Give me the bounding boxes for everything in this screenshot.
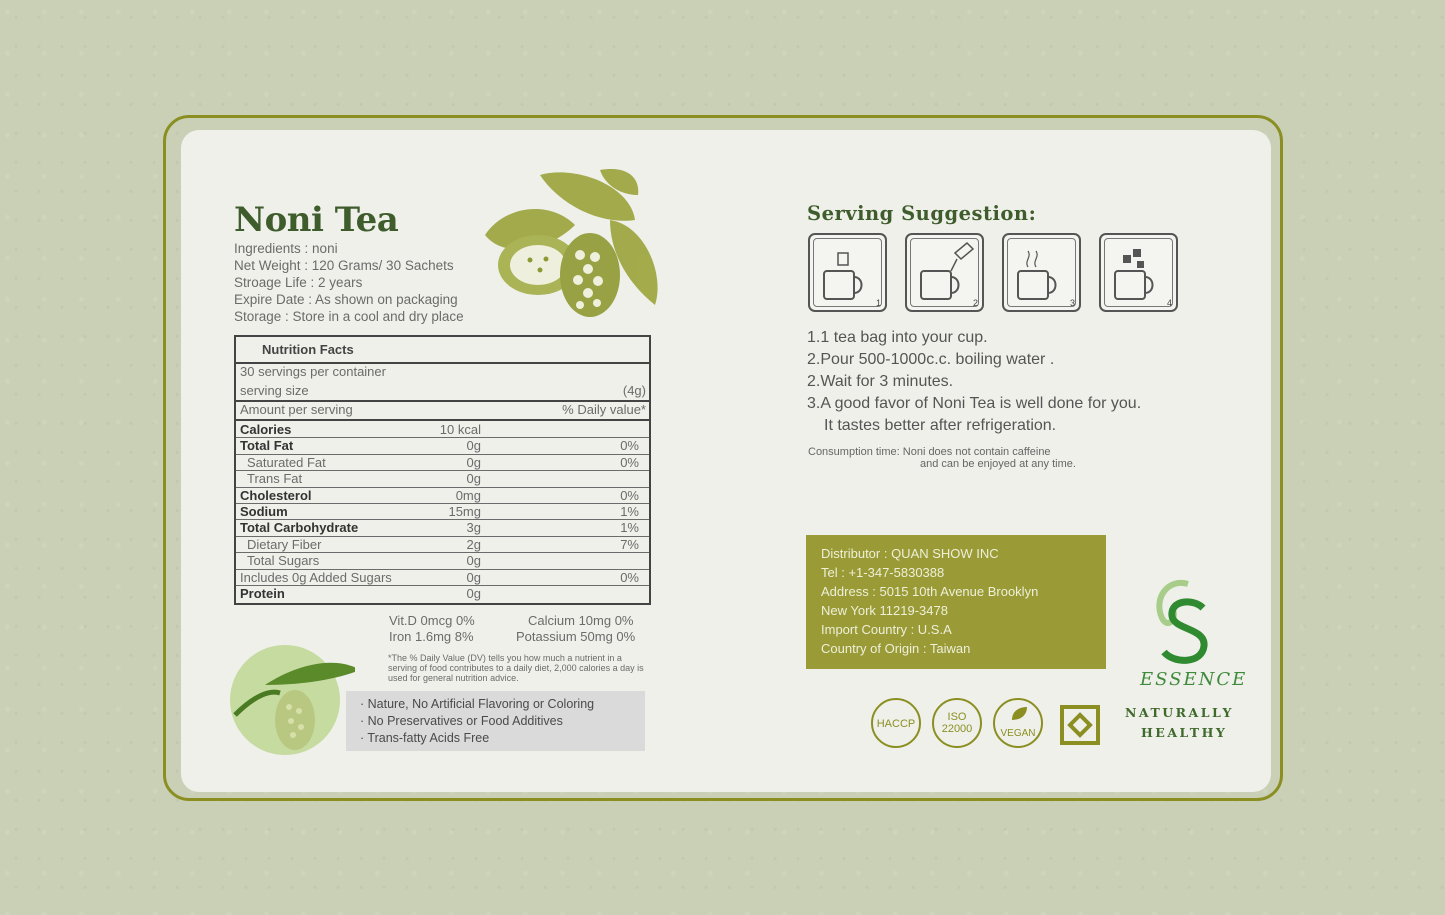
haccp-badge xyxy=(871,698,921,748)
nutrient-amount: 15mg xyxy=(448,504,481,519)
nutrient-name: Total Sugars xyxy=(247,553,320,569)
distributor-box xyxy=(806,535,1106,669)
nutrient-daily-value: 7% xyxy=(620,536,639,552)
serving-title: Serving Suggestion: xyxy=(807,202,1037,225)
servings-label: 30 servings per container xyxy=(240,364,386,379)
brand-name: ESSENCE xyxy=(1140,669,1248,690)
serving-size-value: (4g) xyxy=(622,383,646,398)
distributor-line: Country of Origin : Taiwan xyxy=(821,641,971,656)
step-text: 2.Pour 500-1000c.c. boiling water . xyxy=(807,351,1055,368)
step-1-icon xyxy=(808,233,887,312)
haccp-label: HACCP xyxy=(876,718,916,730)
nutrient-daily-value: 0% xyxy=(620,454,639,470)
amount-per-serving-label: Amount per serving xyxy=(240,402,353,417)
essence-logo-icon xyxy=(1148,578,1218,668)
nutrient-name: Dietary Fiber xyxy=(247,536,322,552)
nutrient-daily-value: 1% xyxy=(620,520,639,536)
leaf-icon xyxy=(1009,706,1029,722)
info-storage: Storage : Store in a cool and dry place xyxy=(234,309,464,324)
divider xyxy=(236,419,649,421)
noni-plant-illustration xyxy=(480,165,665,325)
serving-size-label: serving size xyxy=(240,383,309,398)
nutrient-name: Saturated Fat xyxy=(247,454,326,470)
nutrient-amount: 0g xyxy=(466,454,481,470)
row-divider xyxy=(236,585,649,586)
nutrient-amount: 10 kcal xyxy=(439,422,481,437)
step-text: 1.1 tea bag into your cup. xyxy=(807,329,988,346)
step-number: 2 xyxy=(972,298,978,308)
step-number: 3 xyxy=(1069,298,1075,308)
brand-tagline-1: NATURALLY xyxy=(1125,705,1234,720)
nutrient-name: Total Fat xyxy=(240,438,294,454)
potassium: Potassium 50mg 0% xyxy=(516,629,636,644)
nutrient-daily-value: 0% xyxy=(620,438,639,454)
nutrient-amount: 0g xyxy=(466,471,481,487)
product-title: Noni Tea xyxy=(234,200,399,240)
info-expire-date: Expire Date : As shown on packaging xyxy=(234,292,458,307)
nutrient-name: Total Carbohydrate xyxy=(240,520,359,536)
consumption-time-line1: Consumption time: Noni does not contain caffeine xyxy=(808,446,1051,458)
nutrient-daily-value: 1% xyxy=(620,504,639,519)
brand-tagline-2: HEALTHY xyxy=(1141,725,1228,740)
product-info xyxy=(234,240,464,325)
nutrition-header-label: Nutrition Facts xyxy=(262,342,354,357)
iso-22000-badge xyxy=(932,698,982,748)
feature-item: · Nature, No Artificial Flavoring or Coloring xyxy=(360,697,595,711)
noni-fruit-photo xyxy=(225,645,355,755)
nutrient-daily-value: 0% xyxy=(620,569,639,585)
daily-value-footnote: *The % Daily Value (DV) tells you how much a nutrient in a serving of food contributes to a daily diet, 2,000 calories a day is used for general nutrition advice. xyxy=(388,653,644,683)
iron: Iron 1.6mg 8% xyxy=(389,629,474,644)
vegan-badge xyxy=(993,698,1043,748)
recycle-icon xyxy=(1060,705,1100,745)
features-box xyxy=(346,691,645,751)
row-divider xyxy=(236,437,649,438)
distributor-line: Address : 5015 10th Avenue Brooklyn xyxy=(821,584,1039,599)
nutrient-amount: 3g xyxy=(466,520,481,536)
nutrition-header xyxy=(236,337,649,364)
nutrient-name: Cholesterol xyxy=(240,487,312,503)
vitamin-d: Vit.D 0mcg 0% xyxy=(389,613,475,628)
step-3-icon xyxy=(1002,233,1081,312)
info-ingredients: Ingredients : noni xyxy=(234,241,338,256)
consumption-time-line2: and can be enjoyed at any time. xyxy=(920,458,1076,470)
nutrient-name: Calories xyxy=(240,422,292,437)
nutrition-facts-table xyxy=(234,335,651,605)
step-text: 2.Wait for 3 minutes. xyxy=(807,373,954,390)
nutrient-amount: 2g xyxy=(466,536,481,552)
nutrient-name: Protein xyxy=(240,586,285,601)
nutrient-amount: 0g xyxy=(466,586,481,601)
nutrient-name: Includes 0g Added Sugars xyxy=(240,569,392,585)
daily-value-label: % Daily value* xyxy=(562,402,646,417)
step-text: It tastes better after refrigeration. xyxy=(824,417,1057,434)
nutrient-amount: 0g xyxy=(466,553,481,569)
nutrient-amount: 0mg xyxy=(455,487,481,503)
nutrient-daily-value: 0% xyxy=(620,487,639,503)
feature-item: · No Preservatives or Food Additives xyxy=(360,714,563,728)
step-text: 3.A good favor of Noni Tea is well done for you. xyxy=(807,395,1142,412)
info-storage-life: Stroage Life : 2 years xyxy=(234,275,363,290)
step-number: 1 xyxy=(875,298,881,308)
nutrient-name: Trans Fat xyxy=(247,471,303,487)
nutrient-name: Sodium xyxy=(240,504,288,519)
row-divider xyxy=(236,503,649,504)
serving-steps xyxy=(807,327,1141,437)
distributor-line: Import Country : U.S.A xyxy=(821,622,952,637)
step-number: 4 xyxy=(1166,298,1172,308)
vegan-label: VEGAN xyxy=(1000,728,1036,739)
step-4-icon xyxy=(1099,233,1178,312)
iso-label: ISO xyxy=(947,711,967,723)
iso-number: 22000 xyxy=(941,723,973,735)
distributor-line: Tel : +1-347-5830388 xyxy=(821,565,945,580)
distributor-line: New York 11219-3478 xyxy=(821,603,948,618)
info-net-weight: Net Weight : 120 Grams/ 30 Sachets xyxy=(234,258,454,273)
distributor-line: Distributor : QUAN SHOW INC xyxy=(821,546,999,561)
nutrient-amount: 0g xyxy=(466,569,481,585)
nutrient-amount: 0g xyxy=(466,438,481,454)
calcium: Calcium 10mg 0% xyxy=(528,613,634,628)
step-2-icon xyxy=(905,233,984,312)
feature-item: · Trans-fatty Acids Free xyxy=(360,731,490,745)
